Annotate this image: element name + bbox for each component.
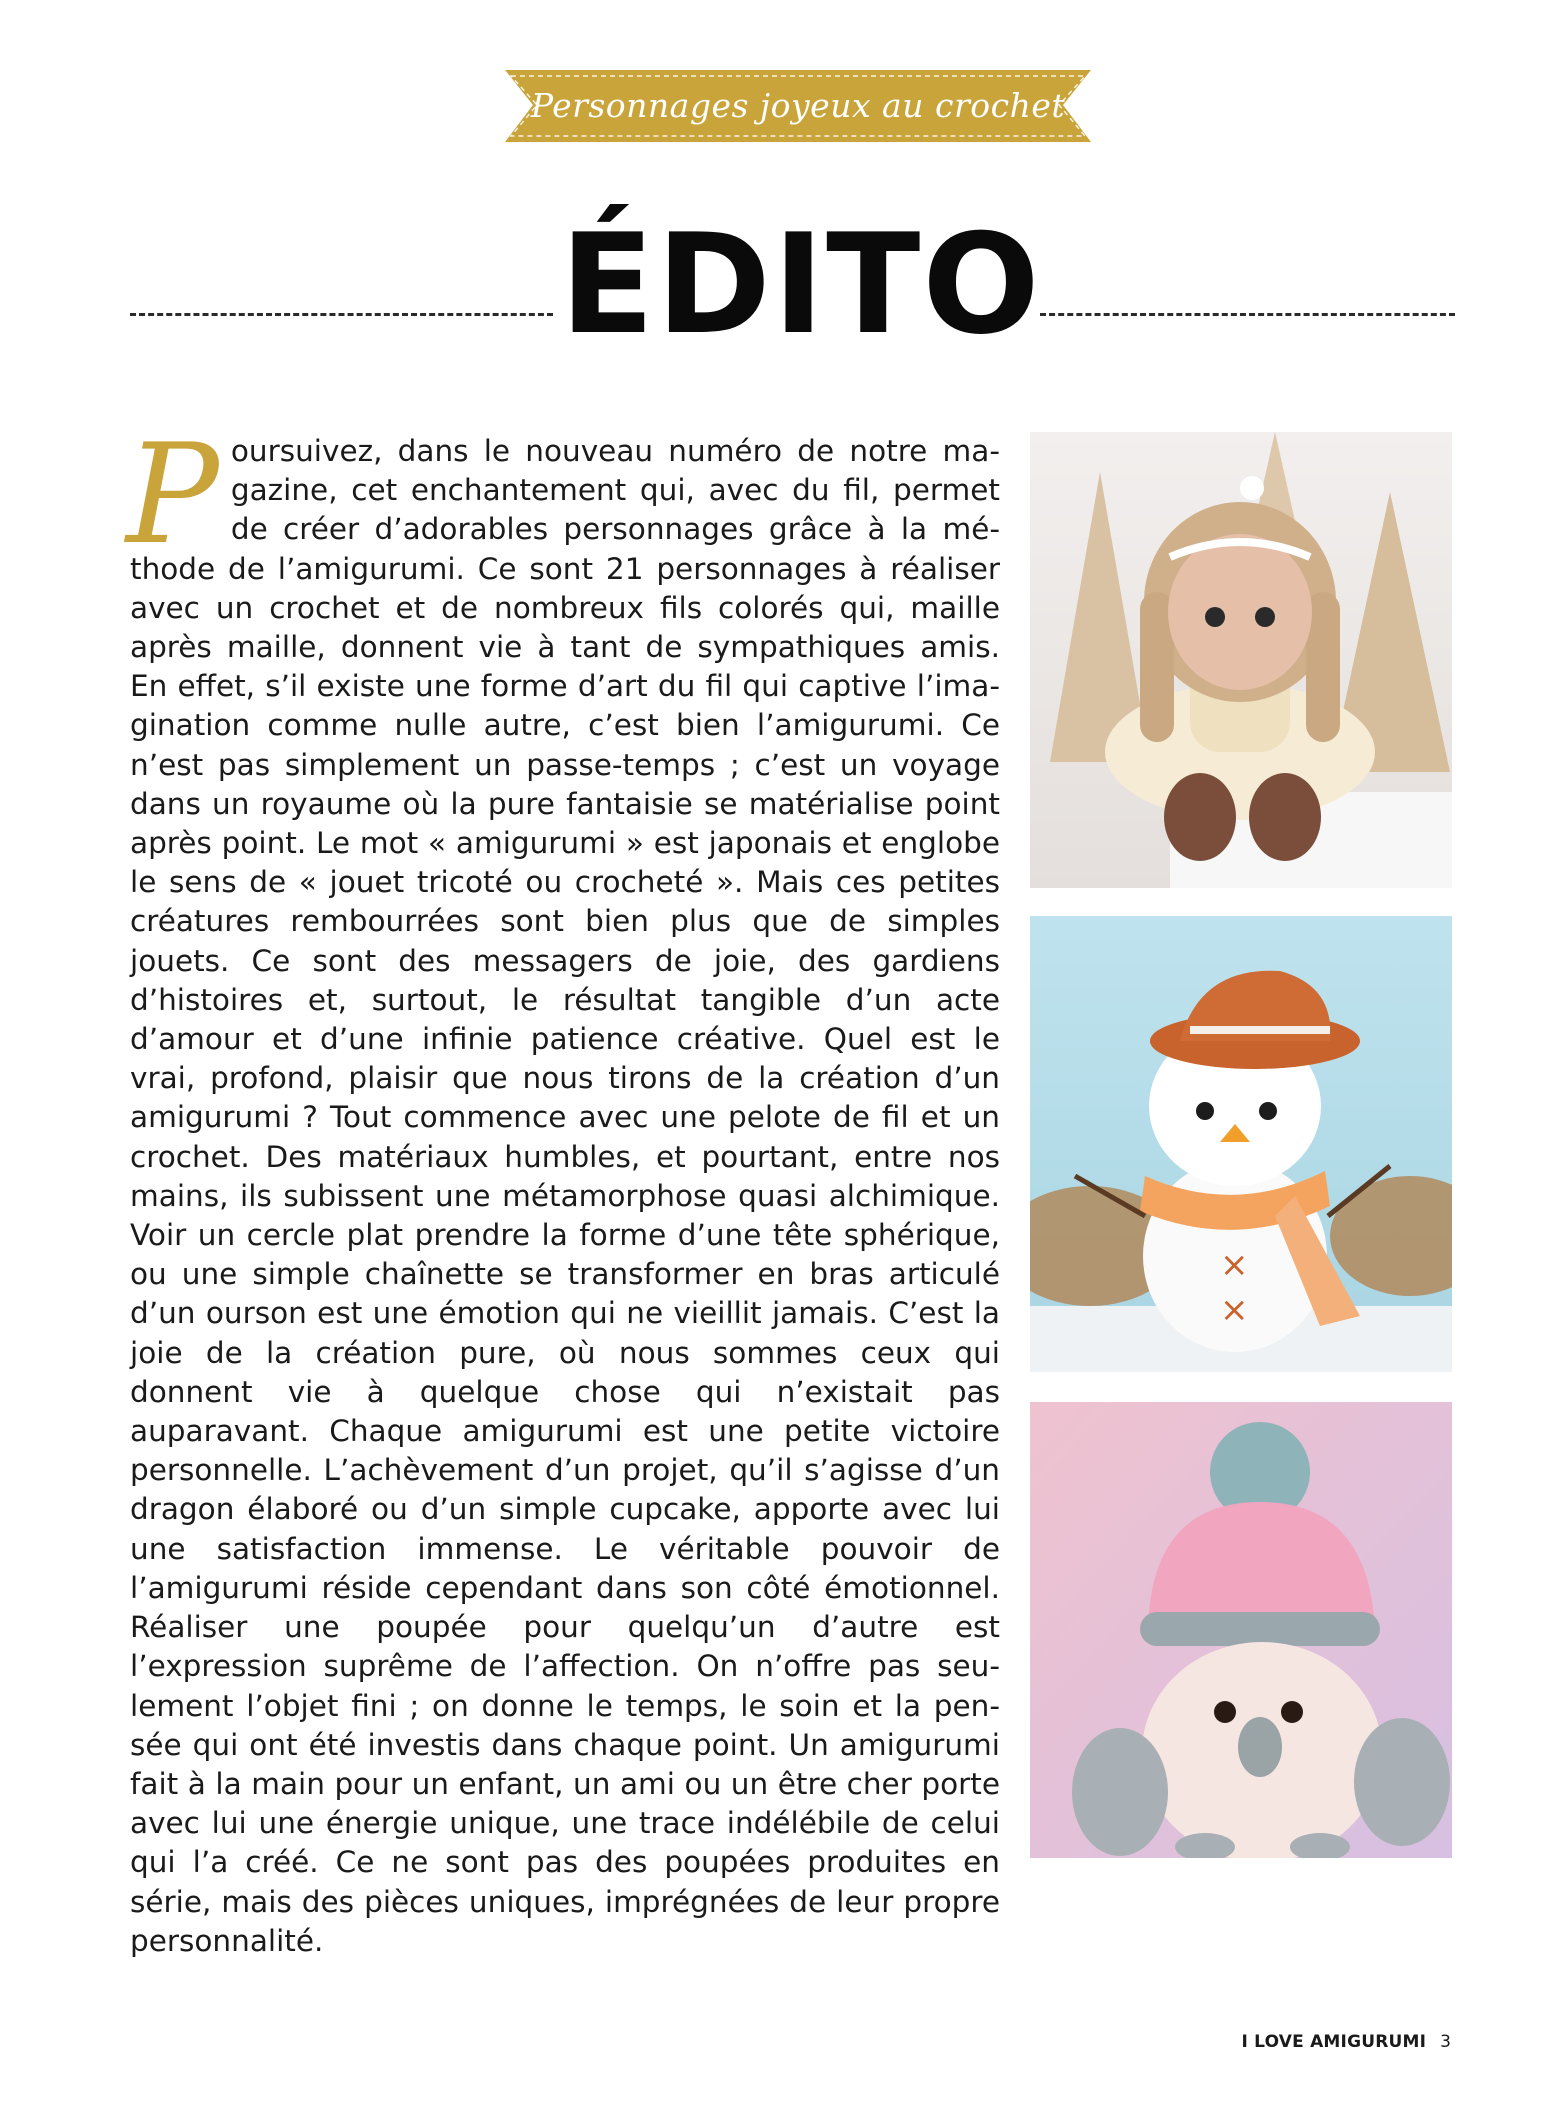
- title-row: [0, 205, 1551, 365]
- page-number: 3: [1440, 2032, 1451, 2052]
- magazine-name: I LOVE AMIGURUMI: [1241, 2032, 1427, 2052]
- crochet-doll-photo: [1030, 432, 1452, 888]
- svg-text:×: ×: [1220, 1290, 1249, 1330]
- page-title: ÉDITO: [560, 204, 1042, 365]
- editorial-body: oursuivez, dans le nouveau numéro de notre magazine, cet enchantement qui, avec du fil, permet de créer d’adorables personnages grâce à la méthode de l’amigurumi. Ce sont 21 personnages à réaliser avec un crochet et de nombreux fils colorés qui, maille après maille, donnent vie à tant de sympathiques amis. En effet, s’il existe une forme d’art du fil qui captive l’imagination comme nulle autre, c’est bien l’amigurumi. Ce n’est pas simplement un passe-temps ; c’est un voyage dans un royaume où la pure fantaisie se matérialise point après point. Le mot « amigurumi » est japonais et englobe le sens de « jouet tricoté ou crocheté ». Mais ces petites créatures rembourrées sont bien plus que de simples jouets. Ce sont des messagers de joie, des gardiens d’histoires et, surtout, le résultat tangible d’un acte d’amour et d’une infinie patience créative. Quel est le vrai, profond, plaisir que nous tirons de la création d’un amigurumi ? Tout commence avec une pelote de fil et un crochet. Des matériaux humbles, et pourtant, entre nos mains, ils subissent une métamorphose quasi alchimique. Voir un cercle plat prendre la forme d’une tête sphérique, ou une simple chaînette se transformer en bras articulé d’un ourson est une émotion qui ne vieillit jamais. C’est la joie de la création pure, où nous sommes ceux qui donnent vie à quelque chose qui n’existait pas auparavant. Chaque amigurumi est une petite victoire personnelle. L’achèvement d’un projet, qu’il s’agisse d’un dragon élaboré ou d’un simple cupcake, apporte avec lui une satisfaction immense. Le véritable pouvoir de l’amigurumi réside cependant dans son côté émotionnel. Réaliser une poupée pour quelqu’un d’autre est l’expression suprême de l’affection. On n’offre pas seulement l’objet fini ; on donne le temps, le soin et la pensée qui ont été investis dans chaque point. Un amigurumi fait à la main pour un enfant, un ami ou un être cher porte avec lui une énergie unique, une trace indélébile de celui qui l’a créé. Ce ne sont pas des poupées produites en série, mais des pièces uniques, imprégnées de leur propre personnalité.: [130, 434, 1000, 1958]
- section-ribbon: [505, 62, 1091, 148]
- dropcap-letter: P: [126, 414, 219, 575]
- crochet-bird-photo: [1030, 1402, 1452, 1858]
- svg-text:×: ×: [1220, 1245, 1249, 1285]
- crochet-snowman-photo: [1030, 916, 1452, 1372]
- page-footer: [1242, 2032, 1451, 2052]
- editorial-text: [126, 414, 1000, 1961]
- title-divider-left: [130, 313, 553, 316]
- ribbon-label: Personnages joyeux au crochet: [530, 85, 1066, 125]
- title-divider-right: [1040, 313, 1455, 316]
